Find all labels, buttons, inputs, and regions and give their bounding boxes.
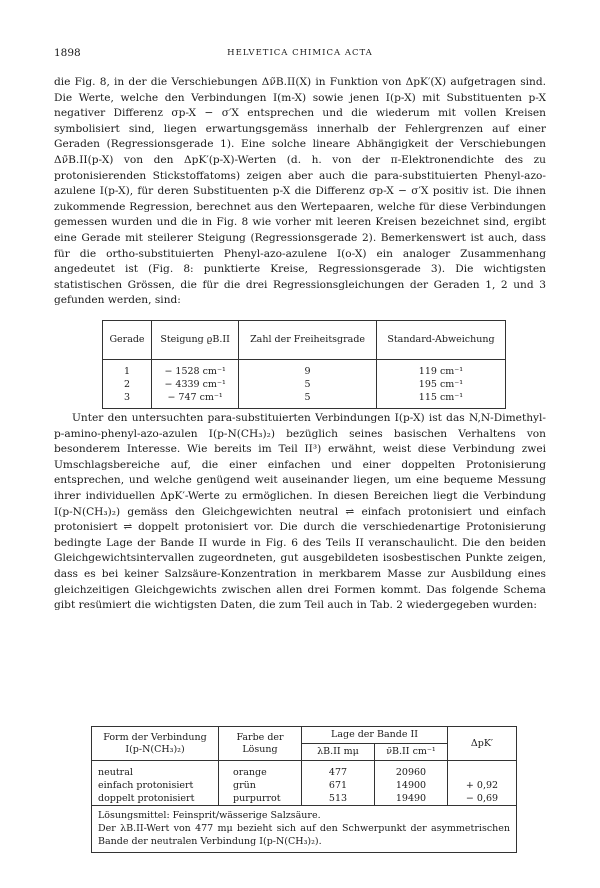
regression-table xyxy=(102,320,506,409)
cell: 5 xyxy=(239,391,377,409)
cell: 477 xyxy=(302,761,375,780)
table-row xyxy=(92,779,517,792)
cell: 671 xyxy=(302,779,375,792)
cell: + 0,92 xyxy=(448,779,517,792)
cell: − 0,69 xyxy=(448,792,517,806)
col-header-dpk: ΔpK′ xyxy=(448,727,517,761)
table-row xyxy=(103,360,506,379)
journal-title: HELVETICA CHIMICA ACTA xyxy=(227,48,373,58)
cell: 119 cm⁻¹ xyxy=(376,360,505,379)
cell: 195 cm⁻¹ xyxy=(376,378,505,391)
page-number: 1898 xyxy=(54,47,81,59)
col-header-farbe: Farbe der Lösung xyxy=(219,727,302,761)
cell: 5 xyxy=(239,378,377,391)
cell: purpurrot xyxy=(219,792,302,806)
table-note-lambda: Der λB.II-Wert von 477 mμ bezieht sich auf den Schwerpunkt der asymmetrischen Bande der neutralen Verbindung I(p-N(CH₃)₂). xyxy=(98,823,510,847)
cell: neutral xyxy=(98,767,133,778)
col-header-abweichung: Standard-Abweichung xyxy=(376,321,505,360)
cell: − 747 cm⁻¹ xyxy=(152,391,239,409)
cell: − 1528 cm⁻¹ xyxy=(152,360,239,379)
cell: 513 xyxy=(302,792,375,806)
table-row xyxy=(92,792,517,806)
cell: orange xyxy=(219,761,302,780)
cell xyxy=(448,761,517,780)
page-header xyxy=(54,47,546,61)
col-header-gerade: Gerade xyxy=(103,321,152,360)
cell: 9 xyxy=(239,360,377,379)
col-header-freiheitsgrade: Zahl der Freiheitsgrade xyxy=(239,321,377,360)
table-note-solvent: Lösungsmittel: Feinsprit/wässerige Salzsäure. xyxy=(98,810,321,821)
cell: 115 cm⁻¹ xyxy=(376,391,505,409)
table-row xyxy=(92,761,517,780)
col-header-form: Form der Verbindung I(p-N(CH₃)₂) xyxy=(92,727,219,761)
cell: 14900 xyxy=(375,779,448,792)
cell: doppelt protonisiert xyxy=(98,793,195,804)
col-header-steigung: Steigung ϱB.II xyxy=(152,321,239,360)
paragraph-1: die Fig. 8, in der die Verschiebungen Δν̃B.II(X) in Funktion von ΔpK′(X) aufgetragen sind. Die Werte, welche den Verbindungen I(m-X) sowie jenen I(p-X) mit Substituenten p-X negativer Differenz σp-X − σ′X entsprechen und die wiederum mit vollen Kreisen symbolisiert sind, liegen erwartungsgemäss innerhalb der Fehlergrenzen auf einer Geraden (Regressionsgerade 1). Eine solche lineare Abhängigkeit der Verschiebungen Δν̃B.II(p-X) von den ΔpK′(p-X)-Werten (d. h. von der π-Elektronendichte des zu protonisierenden Stickstoffatoms) zeigen aber auch die para-substituierten Phenyl-azo-azulene I(p-X), für deren Substituenten p-X die Differenz σp-X − σ′X positiv ist. Die ihnen zukommende Regression, berechnet aus den Wertepaaren, welche für diese Verbindungen gemessen wurden und die in Fig. 8 wie vorher mit leeren Kreisen bezeichnet sind, ergibt eine Gerade mit steilerer Steigung (Regressionsgerade 2). Bemerkenswert ist auch, dass für die ortho-substituierten Phenyl-azo-azulene I(o-X) ein analoger Zusammenhang angedeutet ist (Fig. 8: punktierte Kreise, Regressionsgerade 3). Die wichtigsten statistischen Grössen, die für die drei Regressionsgleichungen der Geraden 1, 2 und 3 gefunden werden, sind: xyxy=(54,76,546,307)
col-header-lambda: λB.II mμ xyxy=(302,744,375,761)
cell: 19490 xyxy=(375,792,448,806)
paragraph-2: Unter den untersuchten para-substituierten Verbindungen I(p-X) ist das N,N-Dimethyl-p-amino-phenyl-azo-azulen I(p-N(CH₃)₂) bezüglich seines basischen Verhaltens von besonderem Interesse. Wie bereits im Teil II³) erwähnt, weist diese Verbindung zwei Umschlagsbereiche auf, die einer einfachen und einer doppelten Protonisierung entsprechen, und welche genügend weit auseinander liegen, um eine bequeme Messung ihrer individuellen ΔpK′-Werte zu ermöglichen. In diesen Bereichen liegt die Verbindung I(p-N(CH₃)₂) gemäss den Gleichgewichten neutral ⇌ einfach protonisiert und einfach protonisiert ⇌ doppelt protonisiert vor. Die durch die verschiedenartige Protonisierung bedingte Lage der Bande II wurde in Fig. 6 des Teils II veranschaulicht. Die den beiden Gleichgewichtsintervallen zugeordneten, gut ausgebildeten isosbestischen Punkte zeigen, dass es bei keiner Salzsäure-Konzentration in merkbarem Masse zur Ausbildung eines gleichzeitigen Gleichgewichts zwischen allen drei Formen kommt. Das folgende Schema gibt resümiert die wichtigsten Daten, die zum Teil auch in Tab. 2 wiedergegeben wurden: xyxy=(54,412,546,612)
table-row xyxy=(103,391,506,409)
col-header-nu: ν̃B.II cm⁻¹ xyxy=(375,744,448,761)
table-row xyxy=(103,378,506,391)
cell: 2 xyxy=(123,379,131,390)
col-header-bande: Lage der Bande II xyxy=(302,727,448,744)
cell: − 4339 cm⁻¹ xyxy=(152,378,239,391)
table-notes xyxy=(92,806,517,853)
cell: grün xyxy=(219,779,302,792)
cell: einfach protonisiert xyxy=(98,780,194,791)
cell: 20960 xyxy=(375,761,448,780)
cell: 3 xyxy=(123,392,131,403)
protonation-table xyxy=(91,726,517,853)
cell: 1 xyxy=(123,366,131,377)
